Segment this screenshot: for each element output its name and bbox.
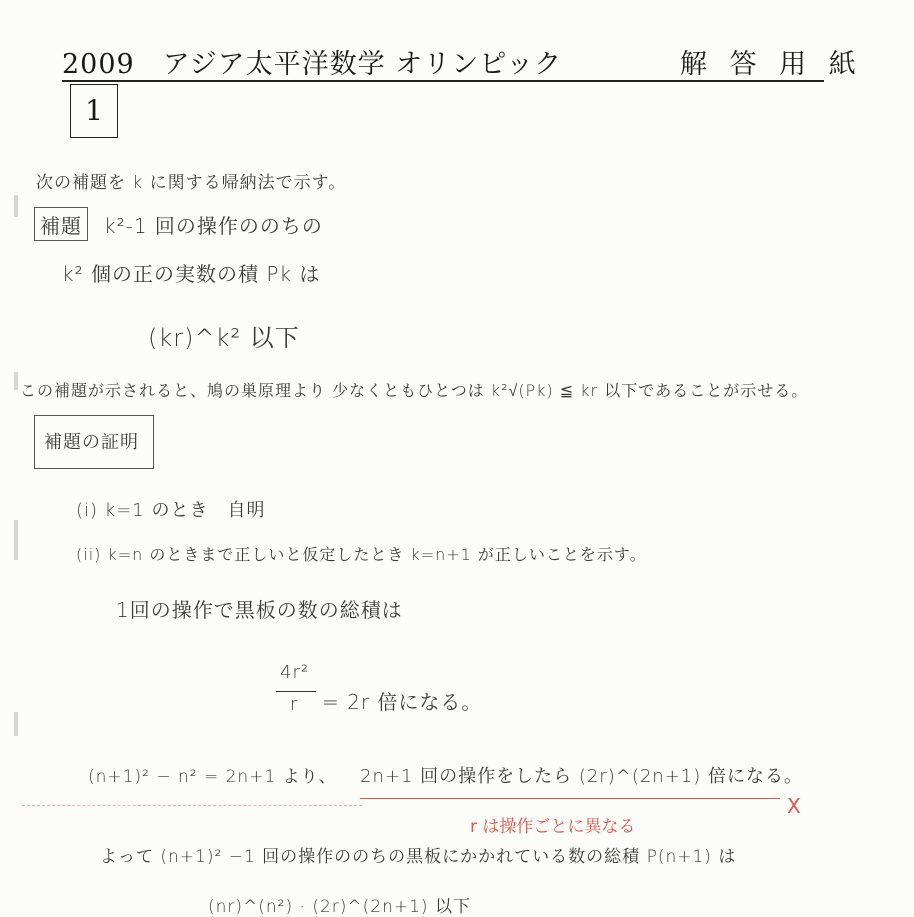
lemma-formula: (kr)^k² 以下 <box>148 324 300 352</box>
step-4: (nr)^(n²) · (2r)^(2n+1) 以下 <box>208 897 471 917</box>
sheet-label: 解 答 用 紙 <box>680 49 863 80</box>
step-1: 1回の操作で黒板の数の総積は <box>116 598 403 622</box>
exam-title: 2009 アジア太平洋数学 オリンピック <box>62 49 563 80</box>
step-2-underlined: 2n+1 回の操作をしたら (2r)^(2n+1) 倍になる。 <box>360 766 803 787</box>
grader-note: r は操作ごとに異なる <box>470 817 636 837</box>
scan-margin-mark <box>14 520 18 560</box>
lemma-line-1: k²-1 回の操作ののちの <box>104 214 323 238</box>
scan-margin-mark <box>14 195 18 217</box>
scan-margin-mark <box>14 712 18 736</box>
header-rule <box>62 80 824 82</box>
consequence-line: この補題が示されると、鳩の巣原理より 少なくともひとつは k²√(Pk) ≦ kr 以下であることが示せる。 <box>20 381 809 400</box>
case-1: (i) k=1 のとき 自明 <box>76 500 266 521</box>
lemma-label: 補題 <box>40 214 82 238</box>
fraction-result: = 2r 倍になる。 <box>322 690 483 714</box>
grader-faint-line <box>22 805 362 806</box>
grader-underline <box>360 798 780 799</box>
fraction-denominator: r <box>290 694 299 715</box>
case-2: (ii) k=n のときまで正しいと仮定したとき k=n+1 が正しいことを示す。 <box>76 545 647 564</box>
intro-line: 次の補題を k に関する帰納法で示す。 <box>36 173 347 193</box>
step-3: よって (n+1)² −1 回の操作ののちの黒板にかかれている数の総積 P(n+1) は <box>100 847 737 867</box>
question-number-box: 1 <box>70 84 118 138</box>
fraction-numerator: 4r² <box>280 662 310 683</box>
grader-x-mark: X <box>787 794 801 818</box>
proof-label: 補題の証明 <box>44 432 139 453</box>
step-2-prefix: (n+1)² − n² = 2n+1 より、 <box>88 767 337 787</box>
fraction-bar <box>276 691 316 692</box>
lemma-line-2: k² 個の正の実数の積 Pk は <box>62 262 321 286</box>
scan-margin-mark <box>14 372 18 390</box>
